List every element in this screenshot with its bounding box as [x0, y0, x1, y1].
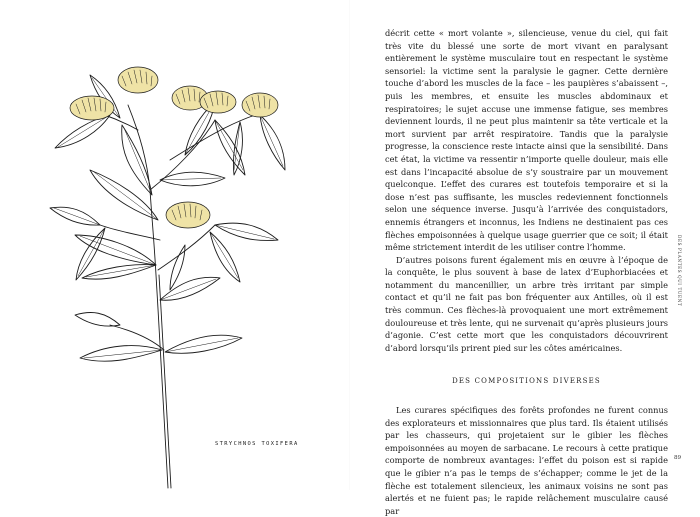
- page-gutter: [349, 0, 350, 490]
- body-paragraph: D’autres poisons furent également mis en œuvre à l’époque de la conquête, le plus souvent à base de latex d’Euphorbiacées et notamment du mancenillier, un arbre très irritant par simple contact et qu’il ne fait pas bon fréquenter aux Antilles, où il est très commun. Ces flèches-là provoquaient une mort extrêmement douloureuse et très lente, qui ne survenait qu’après plusieurs jours d’agonie. C’est cette mort que les conquistadors découvrirent d’abord lorsqu’ils prirent pied sur les côtes américaines.: [385, 254, 668, 353]
- right-page-text: [385, 27, 668, 517]
- leaf: [170, 245, 185, 290]
- leaf: [75, 312, 120, 326]
- body-paragraph: Les curares spécifiques des forêts profondes ne furent connus des explorateurs et missionnaires que plus tard. Ils étaient utilisés par les chasseurs, qui projetaient sur le gibier les flèches empoisonnées au moyen de sarbacane. Le recours à cette pratique comporte de nombreux avantages: l’effet du poison est si rapide que le gibier n’a pas le temps de s’échapper; comme le jet de la flèche est totalement silencieux, les animaux voisins ne sont pas alertés et ne fuient pas; le rapide relâchement musculaire causé par: [385, 405, 668, 516]
- running-head: DES PLANTES QUI TUENT: [677, 235, 682, 307]
- illustration-caption: STRYCHNOS TOXIFERA: [215, 441, 299, 447]
- leaf: [80, 346, 162, 362]
- body-paragraph: décrit cette « mort volante », silencieuse, venue du ciel, qui fait très vite du blessé une sorte de mort vivant en paralysant entièrement le système musculaire tout en respectant le système sensoriel: la victime sent la paralysie le gagner. Cette dernière touche d’abord les muscles de la face – les paupières s’abaissent –, puis les membres, et ensuite les muscles abdominaux et respiratoires; le sujet accuse une immense fatigue, ses membres deviennent lourds, il ne peut plus maintenir sa tête verticale et la mort survient par arrêt respiratoire. Tandis que la paralysie progresse, la conscience reste intacte ainsi que la sensibilité. Dans cet état, la victime va ressentir n’importe quelle douleur, mais elle est dans l’incapacité absolue de s’y soustraire par un mouvement quelconque. L’effet des curares est toutefois temporaire et si la dose n’est pas suffisante, les muscles redeviennent fonctionnels selon une séquence inverse. Jusqu’à l’arrivée des conquistadors, ennemis étrangers et inconnus, les Indiens ne destinaient pas ces flèches empoisonnées à quelque usage guerrier que ce soit; il était même strictement interdit de les utiliser contre l’homme.: [385, 28, 668, 253]
- branch-right: [158, 225, 215, 270]
- botanical-illustration: [10, 20, 340, 490]
- strychnos-drawing: [10, 20, 340, 490]
- main-stem: [128, 105, 168, 488]
- page-number: 89: [674, 455, 682, 461]
- leaf: [165, 335, 242, 353]
- section-heading: DES COMPOSITIONS DIVERSES: [452, 377, 601, 386]
- branch-upper-right: [170, 112, 265, 160]
- branch-left-mid: [100, 225, 160, 240]
